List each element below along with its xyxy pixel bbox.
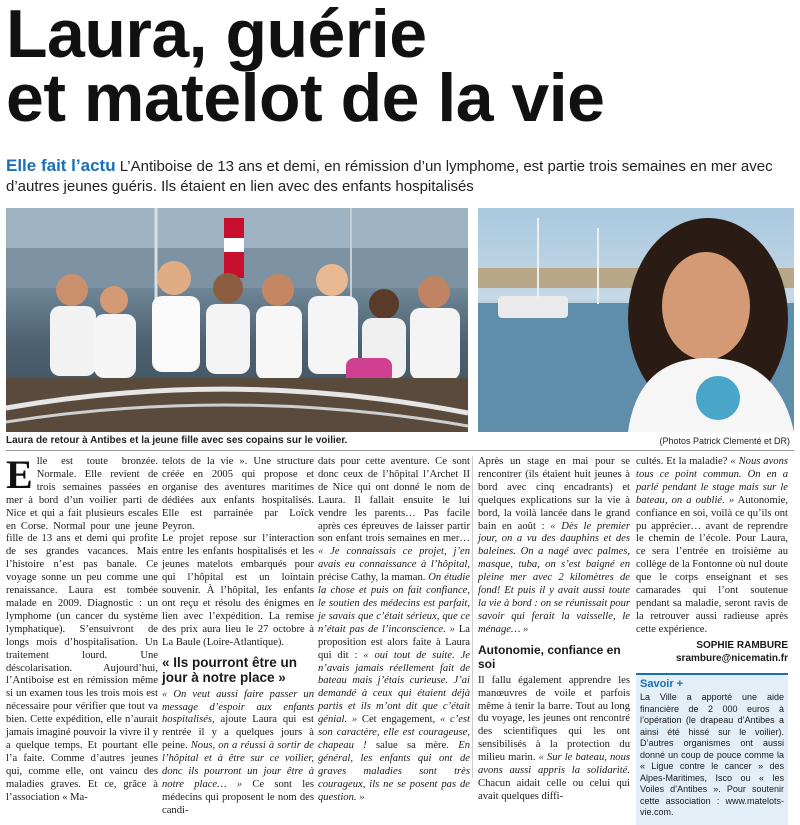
col4-text-2: Il fallu également apprendre les manœuvres de voile et parfois même à tenir la barre. Tout au long du voyage, les jeunes ont rencontré des scientifiques qui les ont sensibilisés à la protection du milieu marin. <box>478 674 630 764</box>
photo-caption <box>6 434 794 448</box>
quote-heading: « Ils pourront être un jour à notre place » <box>162 654 298 685</box>
col3-text-5: salue sa mère. <box>366 739 459 751</box>
column-separator <box>472 456 473 778</box>
photo-credit: (Photos Patrick Clementé et DR) <box>659 436 790 446</box>
col3-quote-4: « c’est son caractère, elle est courageuse, chapeau ! <box>318 714 470 751</box>
author-name: SOPHIE RAMBURE <box>696 639 788 651</box>
col3-quote-3: « oui tout de suite. Je n’avais jamais réellement fait de bateau mais j’étais curieuse. J’ai demandé à ceux qui étaient déjà partis et ils m’ont dit que c’était génial. » <box>318 649 471 726</box>
info-box-text: La Ville a apporté une aide financière de 2 000 euros à l’opération (le drapeau d’Antibes a ainsi été hissé sur le voilier). D’autres organismes ont aussi donné un coup de pouce comme la « Ligue contre le cancer » des Alpes-Maritimes, Isco ou « les Voiles d’Antibes ». Pour soutenir cette association : www.matelots-vie.com. <box>640 692 784 818</box>
article-column-1 <box>6 452 158 803</box>
col5-text-1: cultés. Et la maladie? <box>636 456 731 467</box>
standfirst <box>6 156 796 197</box>
col2-quote-1: « On veut aussi faire passer un message d’espoir aux enfants hospitalisés, <box>162 688 314 726</box>
article-column-5 <box>636 456 789 818</box>
headline-line-2: et matelot de la vie <box>6 60 605 136</box>
article-column-2 <box>162 456 314 816</box>
col4-paragraph-1 <box>478 456 630 637</box>
col3-text-2: précise Cathy, la maman. <box>318 572 429 584</box>
group-photo <box>6 208 468 432</box>
caption-text: Laura de retour à Antibes et la jeune fille avec ses copains sur le voilier. <box>6 435 348 446</box>
col4-text-3: Chacun aidait celle ou celui qui avait quelques diffi- <box>478 777 630 802</box>
col2-text-2: Ce sont les médecins qui proposent le nom des candi- <box>162 778 314 816</box>
col4-quote-1: « Dès le premier jour, on a vu des dauphins et des baleines. On a nagé avec palmes, masque, tuba, on s’est baigné en pleine mer avec 2 kilomètres de fond! Et puis il y avait aussi toute la vie à bord : on se réunissait pour savoir qui ferait la vaisselle, le ménage… » <box>478 520 631 635</box>
subheading: Autonomie, confiance en soi <box>478 642 621 671</box>
col4-paragraph-2 <box>478 675 630 804</box>
info-box-title: Savoir + <box>640 677 684 690</box>
col5-quote-1: « Nous avons tous ce point commun. On en a parlé pendant le stage mais sur le bateau, on a oublié. » <box>636 456 789 506</box>
headline-line-1: Laura, guérie <box>6 0 427 72</box>
col3-text-4: Cet engagement, <box>357 714 440 726</box>
author-email: srambure@nicematin.fr <box>675 652 788 664</box>
article-column-4 <box>478 456 631 802</box>
info-box <box>636 673 788 825</box>
col5-paragraph <box>636 456 788 637</box>
col3-quote-5: En général, les enfants qui ont de graves maladies sont très courageux, ils ne se posent pas de question. » <box>318 739 470 803</box>
col3-paragraph <box>318 456 470 804</box>
col2-paragraph-3 <box>162 689 314 818</box>
col3-quote-2: On étudie la chose et puis on fait confiance, le soutien des médecins est parfait, je savais que c’était sérieux, que ce n’était pas de l’inconscience. » <box>318 572 470 635</box>
headline <box>6 0 796 136</box>
col4-text-1: Après un stage en mai pour se rencontrer (ils étaient huit jeunes à bord avec cinq encadrants) et quelques explications sur la vie à bord, la voilà lancée dans le grand bain en août : <box>478 456 630 532</box>
byline <box>636 639 788 665</box>
col4-quote-2: « Sur le bateau, nous avons aussi appris la solidarité. <box>478 752 631 777</box>
standfirst-text: L’Antiboise de 13 ans et demi, en rémission d’un lymphome, est partie trois semaines en mer avec d’autres jeunes guéris. Ils étaient en lien avec des enfants hospitalisés <box>6 158 773 195</box>
col2-paragraph-1: telots de la vie ». Une structure créée en 2005 qui propose et organise des aventures maritimes dédiées aux enfants hospitalisés. Elle est parrainée par Loïck Peyron. <box>162 456 314 532</box>
col3-text-3: La proposition est alors faite à Laura qui dit : <box>318 623 470 661</box>
col2-paragraph-2: Le projet repose sur l’interaction entre les enfants hospitalisés et les jeunes matelots embarqués pour qui l’hôpital est un lointain souvenir. À l’hôpital, les enfants ont reçu et résolu des énigmes en lien avec l’expédition. La remise des prix aura lieu le 27 octobre à La Baule (Loire-Atlantique). <box>162 533 314 648</box>
portrait-photo <box>478 208 794 432</box>
portrait-photo-illustration <box>478 208 794 432</box>
divider <box>6 450 794 451</box>
col2-quote-2: Nous, on a réussi à sortir de l’hôpital et à être sur ce voilier, donc ils pourront un jour être à notre place… » <box>162 740 314 790</box>
article-column-3 <box>318 456 471 803</box>
kicker: Elle fait l’actu <box>6 156 116 175</box>
col3-quote-1: « Je connaissais ce projet, j’en avais eu connaissance à l’hôpital, <box>318 546 470 571</box>
col3-text-1: dats pour cette aventure. Ce sont donc ceux de l’hôpital l’Archet II de Nice qui ont donné le nom de Laura. Il fallait ensuite le lui vendre les parents… Pas facile après ces épreuves de laisser partir son enfant trois semaines en mer… <box>318 456 470 545</box>
col5-text-2: Autonomie, confiance en soi, voilà ce qu’ils ont pu apprécier… avant de reprendre le chemin de l’école. Pour Laura, ce sera l’entrée en troisième au collège de la Fontonne où nul doute que le corps enseignant et ses camarades qui l’ont soutenue pendant sa maladie, seront ravis de la retrouver aussi radieuse après cette expérience. <box>636 494 788 635</box>
col2-text-1: ajoute Laura qui est rentrée il y a quelques jours à peine. <box>162 714 314 752</box>
dropcap: E <box>6 452 33 497</box>
group-photo-illustration <box>6 208 468 432</box>
col1-paragraph: lle est toute bronzée. Normale. Elle revient de trois semaines passées en mer à bord d’un voilier parti de Nice et qui a fait plusieurs escales en Corse. Normal pour une jeune fille de 13 ans et demi qui profite de ses grandes vacances. Mais l’histoire n’est pas banale. Ce voyage sonne un peu comme une renaissance. Laura est tombée malade en 2009. Diagnostic : un lymphome (un cancer du système lymphatique). S’ensuivront de longs mois d’hospitalisation. Un traitement lourd. Une déscolarisation. Aujourd’hui, l’Antiboise est en rémission même si un examen tous les trois mois est nécessaire pour vérifier que tout va bien. Cette expédition, elle n’aurait jamais imaginé pouvoir la vivre il y a quelque temps. Et pourtant elle l’a faite. Comme d’autres jeunes qui, comme elle, ont vaincu des maladies graves. Et ce, grâce à l’association « Ma- <box>6 456 158 803</box>
